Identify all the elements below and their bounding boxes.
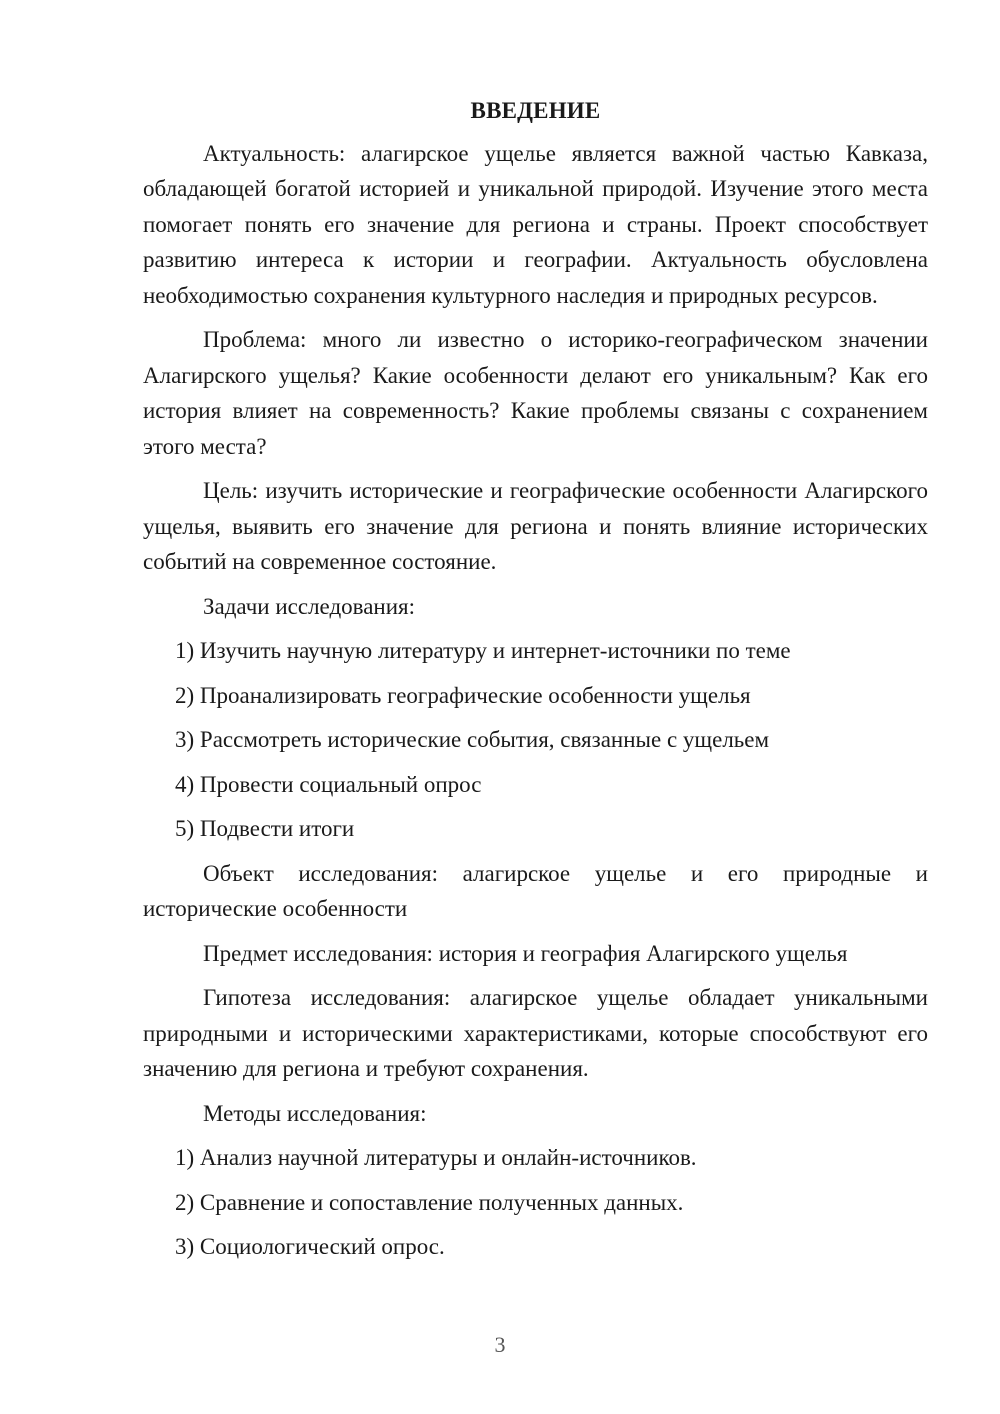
method-item: 3) Социологический опрос. <box>175 1234 445 1259</box>
document-page <box>143 93 928 1274</box>
task-item: 5) Подвести итоги <box>175 816 355 841</box>
method-item: 2) Сравнение и сопоставление полученных данных. <box>175 1189 684 1215</box>
page-number: 3 <box>494 1332 506 1357</box>
task-item: 3) Рассмотреть исторические события, связанные с ущельем <box>175 727 770 752</box>
object-paragraph: Объект исследования: алагирское ущелье и его природные и исторические особенности <box>143 860 928 921</box>
relevance-paragraph: Актуальность: алагирское ущелье является важной частью Кавказа, обладающей богатой историей и уникальной природой. Изучение этого места помогает понять его значение для региона и страны. Проект способствует развитию интереса к истории и географии. Актуальность обусловлена необходимостью сохранения культурного наследия и природных ресурсов. <box>143 140 928 308</box>
hypothesis-paragraph: Гипотеза исследования: алагирское ущелье обладает уникальными природными и историческими характеристиками, которые способствуют его значению для региона и требуют сохранения. <box>143 985 928 1081</box>
methods-heading: Методы исследования: <box>203 1100 427 1126</box>
task-item: 2) Проанализировать географические особенности ущелья <box>175 682 751 708</box>
subject-paragraph: Предмет исследования: история и география Алагирского ущелья <box>203 940 848 966</box>
method-item: 1) Анализ научной литературы и онлайн-источников. <box>175 1145 697 1170</box>
section-title: ВВЕДЕНИЕ <box>470 98 601 123</box>
goal-paragraph: Цель: изучить исторические и географические особенности Алагирского ущелья, выявить его значение для региона и понять влияние исторических событий на современное состояние. <box>143 478 928 574</box>
task-item: 1) Изучить научную литературу и интернет-источники по теме <box>175 638 791 663</box>
task-item: 4) Провести социальный опрос <box>175 771 482 797</box>
problem-paragraph: Проблема: много ли известно о историко-географическом значении Алагирского ущелья? Какие особенности делают его уникальным? Как его история влияет на современность? Какие проблемы связаны с сохранением этого места? <box>143 327 928 459</box>
tasks-heading: Задачи исследования: <box>203 593 416 619</box>
